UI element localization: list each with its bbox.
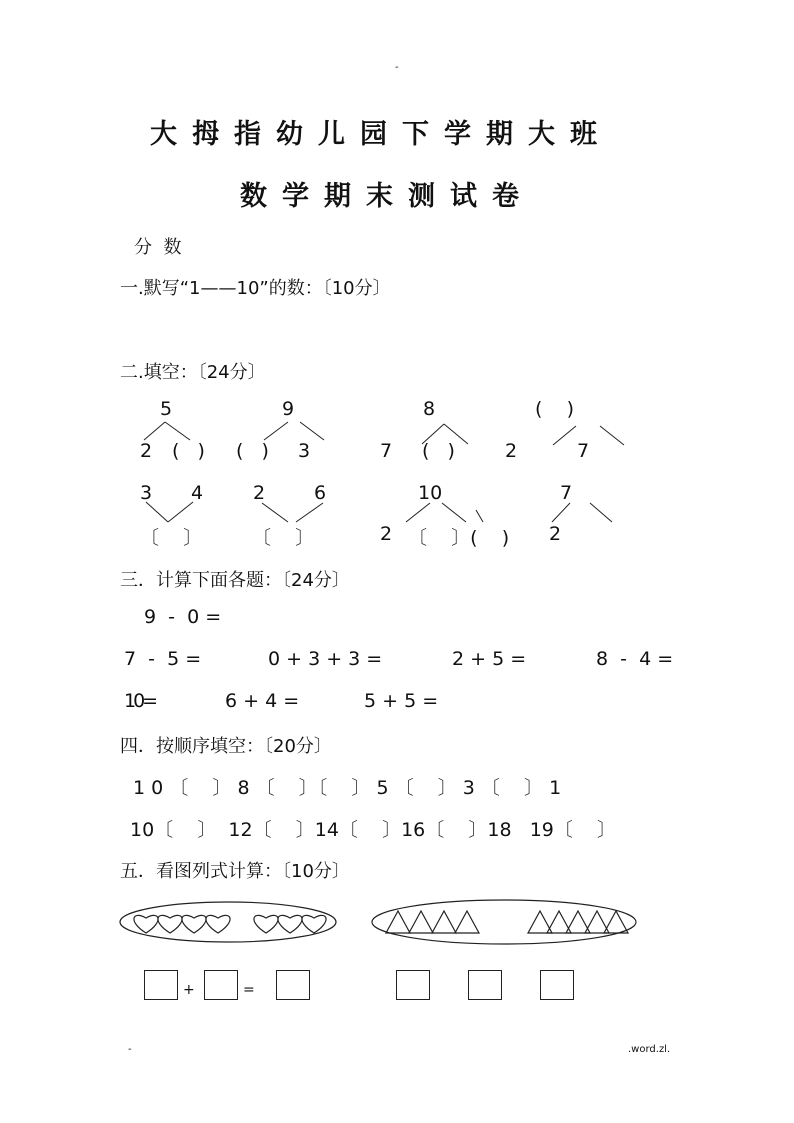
tree-7-top: 10 bbox=[418, 482, 443, 504]
tree-2-right: 3 bbox=[298, 440, 311, 462]
header-mark: - bbox=[395, 62, 399, 73]
tree-4-left: 2 bbox=[505, 440, 518, 462]
tree-7-left: 2 bbox=[380, 523, 393, 545]
tree-6-left: 2 bbox=[253, 482, 266, 504]
heart-icon bbox=[302, 915, 326, 933]
tree-5-bottom: 〔 〕 bbox=[140, 527, 203, 549]
heart-icon bbox=[182, 915, 206, 933]
calc-8: 5 + 5 = bbox=[364, 690, 439, 712]
section-4-heading: 四．按顺序填空：〔20分〕 bbox=[120, 736, 332, 757]
tree-3-top: 8 bbox=[423, 398, 436, 420]
section-2-heading: 二.填空：〔24分〕 bbox=[120, 362, 266, 383]
answer-box-5[interactable] bbox=[468, 970, 502, 1000]
footer-left: - bbox=[128, 1044, 132, 1055]
section-3-heading: 三．计算下面各题：〔24分〕 bbox=[120, 570, 350, 591]
heart-icon bbox=[206, 915, 230, 933]
footer-right: .word.zl. bbox=[628, 1044, 671, 1055]
triangle-icon bbox=[409, 911, 433, 933]
title-line-1: 大拇指幼儿园下学期大班 bbox=[150, 119, 612, 150]
title-line-2: 数学期末测试卷 bbox=[240, 181, 534, 212]
heart-icon bbox=[278, 915, 302, 933]
tree-3-left: 7 bbox=[380, 440, 393, 462]
answer-box-6[interactable] bbox=[540, 970, 574, 1000]
tree-4-top: ( ) bbox=[535, 398, 574, 420]
tree-1-right: ( ) bbox=[172, 440, 205, 462]
tree-8-left: 2 bbox=[549, 523, 562, 545]
tree-4-right: 7 bbox=[577, 440, 590, 462]
heart-icon bbox=[134, 915, 158, 933]
calc-3: 0 + 3 + 3 = bbox=[268, 648, 383, 670]
calc-1: 9 - 0 = bbox=[144, 606, 222, 628]
answer-box-3[interactable] bbox=[276, 970, 310, 1000]
equals-sign: = bbox=[243, 982, 255, 998]
calc-7: 6 + 4 = bbox=[225, 690, 300, 712]
calc-2: 7 - 5 = bbox=[124, 648, 202, 670]
calc-4: 2 + 5 = bbox=[452, 648, 527, 670]
triangle-icon bbox=[432, 911, 456, 933]
triangle-icon bbox=[386, 911, 410, 933]
sequence-row-1: 1 0 〔 〕 8 〔 〕〔 〕 5 〔 〕 3 〔 〕 1 bbox=[133, 777, 562, 799]
tree-6-right: 6 bbox=[314, 482, 327, 504]
hearts-ellipse bbox=[120, 902, 336, 942]
tree-2-left: ( ) bbox=[236, 440, 269, 462]
tree-7-right: 〔 〕( ) bbox=[408, 527, 510, 549]
calc-6: 10= bbox=[124, 690, 156, 712]
answer-box-2[interactable] bbox=[204, 970, 238, 1000]
tree-8-top: 7 bbox=[560, 482, 573, 504]
triangles-ellipse bbox=[372, 900, 636, 944]
answer-box-1[interactable] bbox=[144, 970, 178, 1000]
tree-5-left: 3 bbox=[140, 482, 153, 504]
heart-icon bbox=[254, 915, 278, 933]
tree-2-top: 9 bbox=[282, 398, 295, 420]
tree-3-right: ( ) bbox=[422, 440, 455, 462]
plus-sign: + bbox=[183, 982, 195, 998]
heart-icon bbox=[158, 915, 182, 933]
section-1-heading: 一.默写“1——10”的数：〔10分〕 bbox=[120, 278, 391, 299]
tree-1-left: 2 bbox=[140, 440, 153, 462]
triangle-icon bbox=[455, 911, 479, 933]
sequence-row-2: 10〔 〕 12〔 〕14〔 〕16〔 〕18 19〔 〕 bbox=[130, 819, 617, 841]
tree-1-top: 5 bbox=[160, 398, 173, 420]
score-label: 分 数 bbox=[134, 237, 182, 258]
tree-6-bottom: 〔 〕 bbox=[252, 527, 315, 549]
section-5-heading: 五．看图列式计算：〔10分〕 bbox=[120, 861, 350, 882]
calc-5: 8 - 4 = bbox=[596, 648, 674, 670]
tree-5-right: 4 bbox=[191, 482, 204, 504]
answer-box-4[interactable] bbox=[396, 970, 430, 1000]
